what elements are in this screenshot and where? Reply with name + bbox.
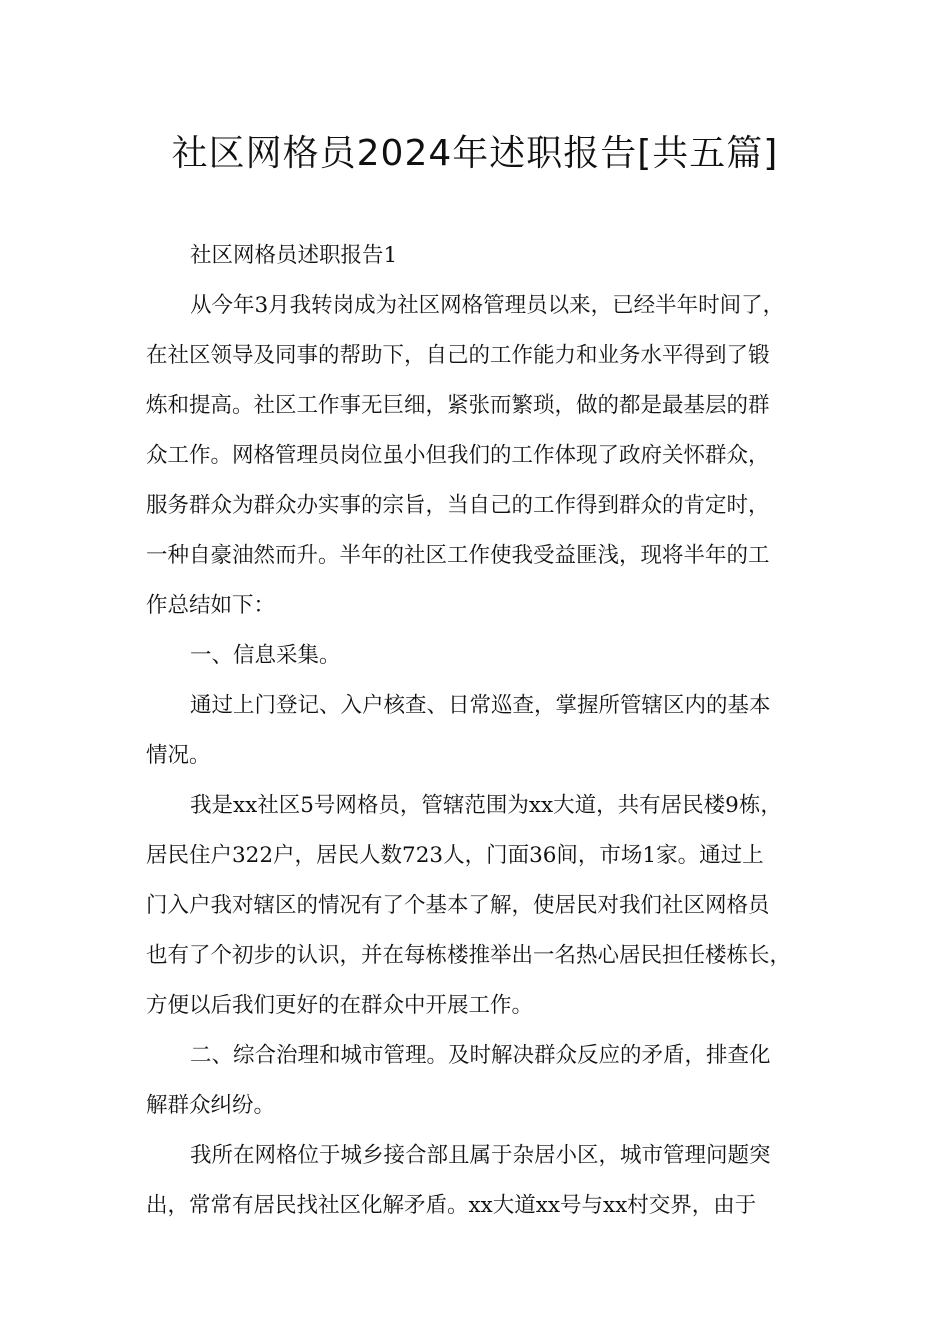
body-line: 社区网格员述职报告1 [190,243,398,268]
body-line: 在社区领导及同事的帮助下，自己的工作能力和业务水平得到了锻 [146,343,770,368]
body-line: 众工作。网格管理员岗位虽小但我们的工作体现了政府关怀群众， [146,443,770,468]
body-line: 解群众纠纷。 [146,1093,276,1118]
document-body [146,231,816,1231]
body-line: 居民住户322户，居民人数723人，门面36间，市场1家。通过上 [146,843,764,868]
document-title: 社区网格员2024年述职报告[共五篇] [171,133,779,174]
body-line: 方便以后我们更好的在群众中开展工作。 [146,993,534,1018]
body-line: 从今年3月我转岗成为社区网格管理员以来，已经半年时间了， [190,293,785,318]
body-line: 也有了个初步的认识，并在每栋楼推举出一名热心居民担任楼栋长， [146,943,792,968]
body-line: 我是xx社区5号网格员，管辖范围为xx大道，共有居民楼9栋， [190,793,782,818]
body-line: 一种自豪油然而升。半年的社区工作使我受益匪浅，现将半年的工 [146,543,770,568]
body-line: 我所在网格位于城乡接合部且属于杂居小区，城市管理问题突 [190,1143,771,1168]
body-line: 作总结如下： [146,593,276,618]
body-line: 二、综合治理和城市管理。及时解决群众反应的矛盾，排查化 [190,1043,771,1068]
body-line: 门入户我对辖区的情况有了个基本了解，使居民对我们社区网格员 [146,893,770,918]
body-line: 情况。 [146,743,211,768]
body-line: 通过上门登记、入户核查、日常巡查，掌握所管辖区内的基本 [190,693,771,718]
body-line: 出，常常有居民找社区化解矛盾。xx大道xx号与xx村交界，由于 [146,1193,757,1218]
body-line: 服务群众为群众办实事的宗旨，当自己的工作得到群众的肯定时， [146,493,770,518]
body-line: 炼和提高。社区工作事无巨细，紧张而繁琐，做的都是最基层的群 [146,393,770,418]
body-line: 一、信息采集。 [190,643,341,668]
